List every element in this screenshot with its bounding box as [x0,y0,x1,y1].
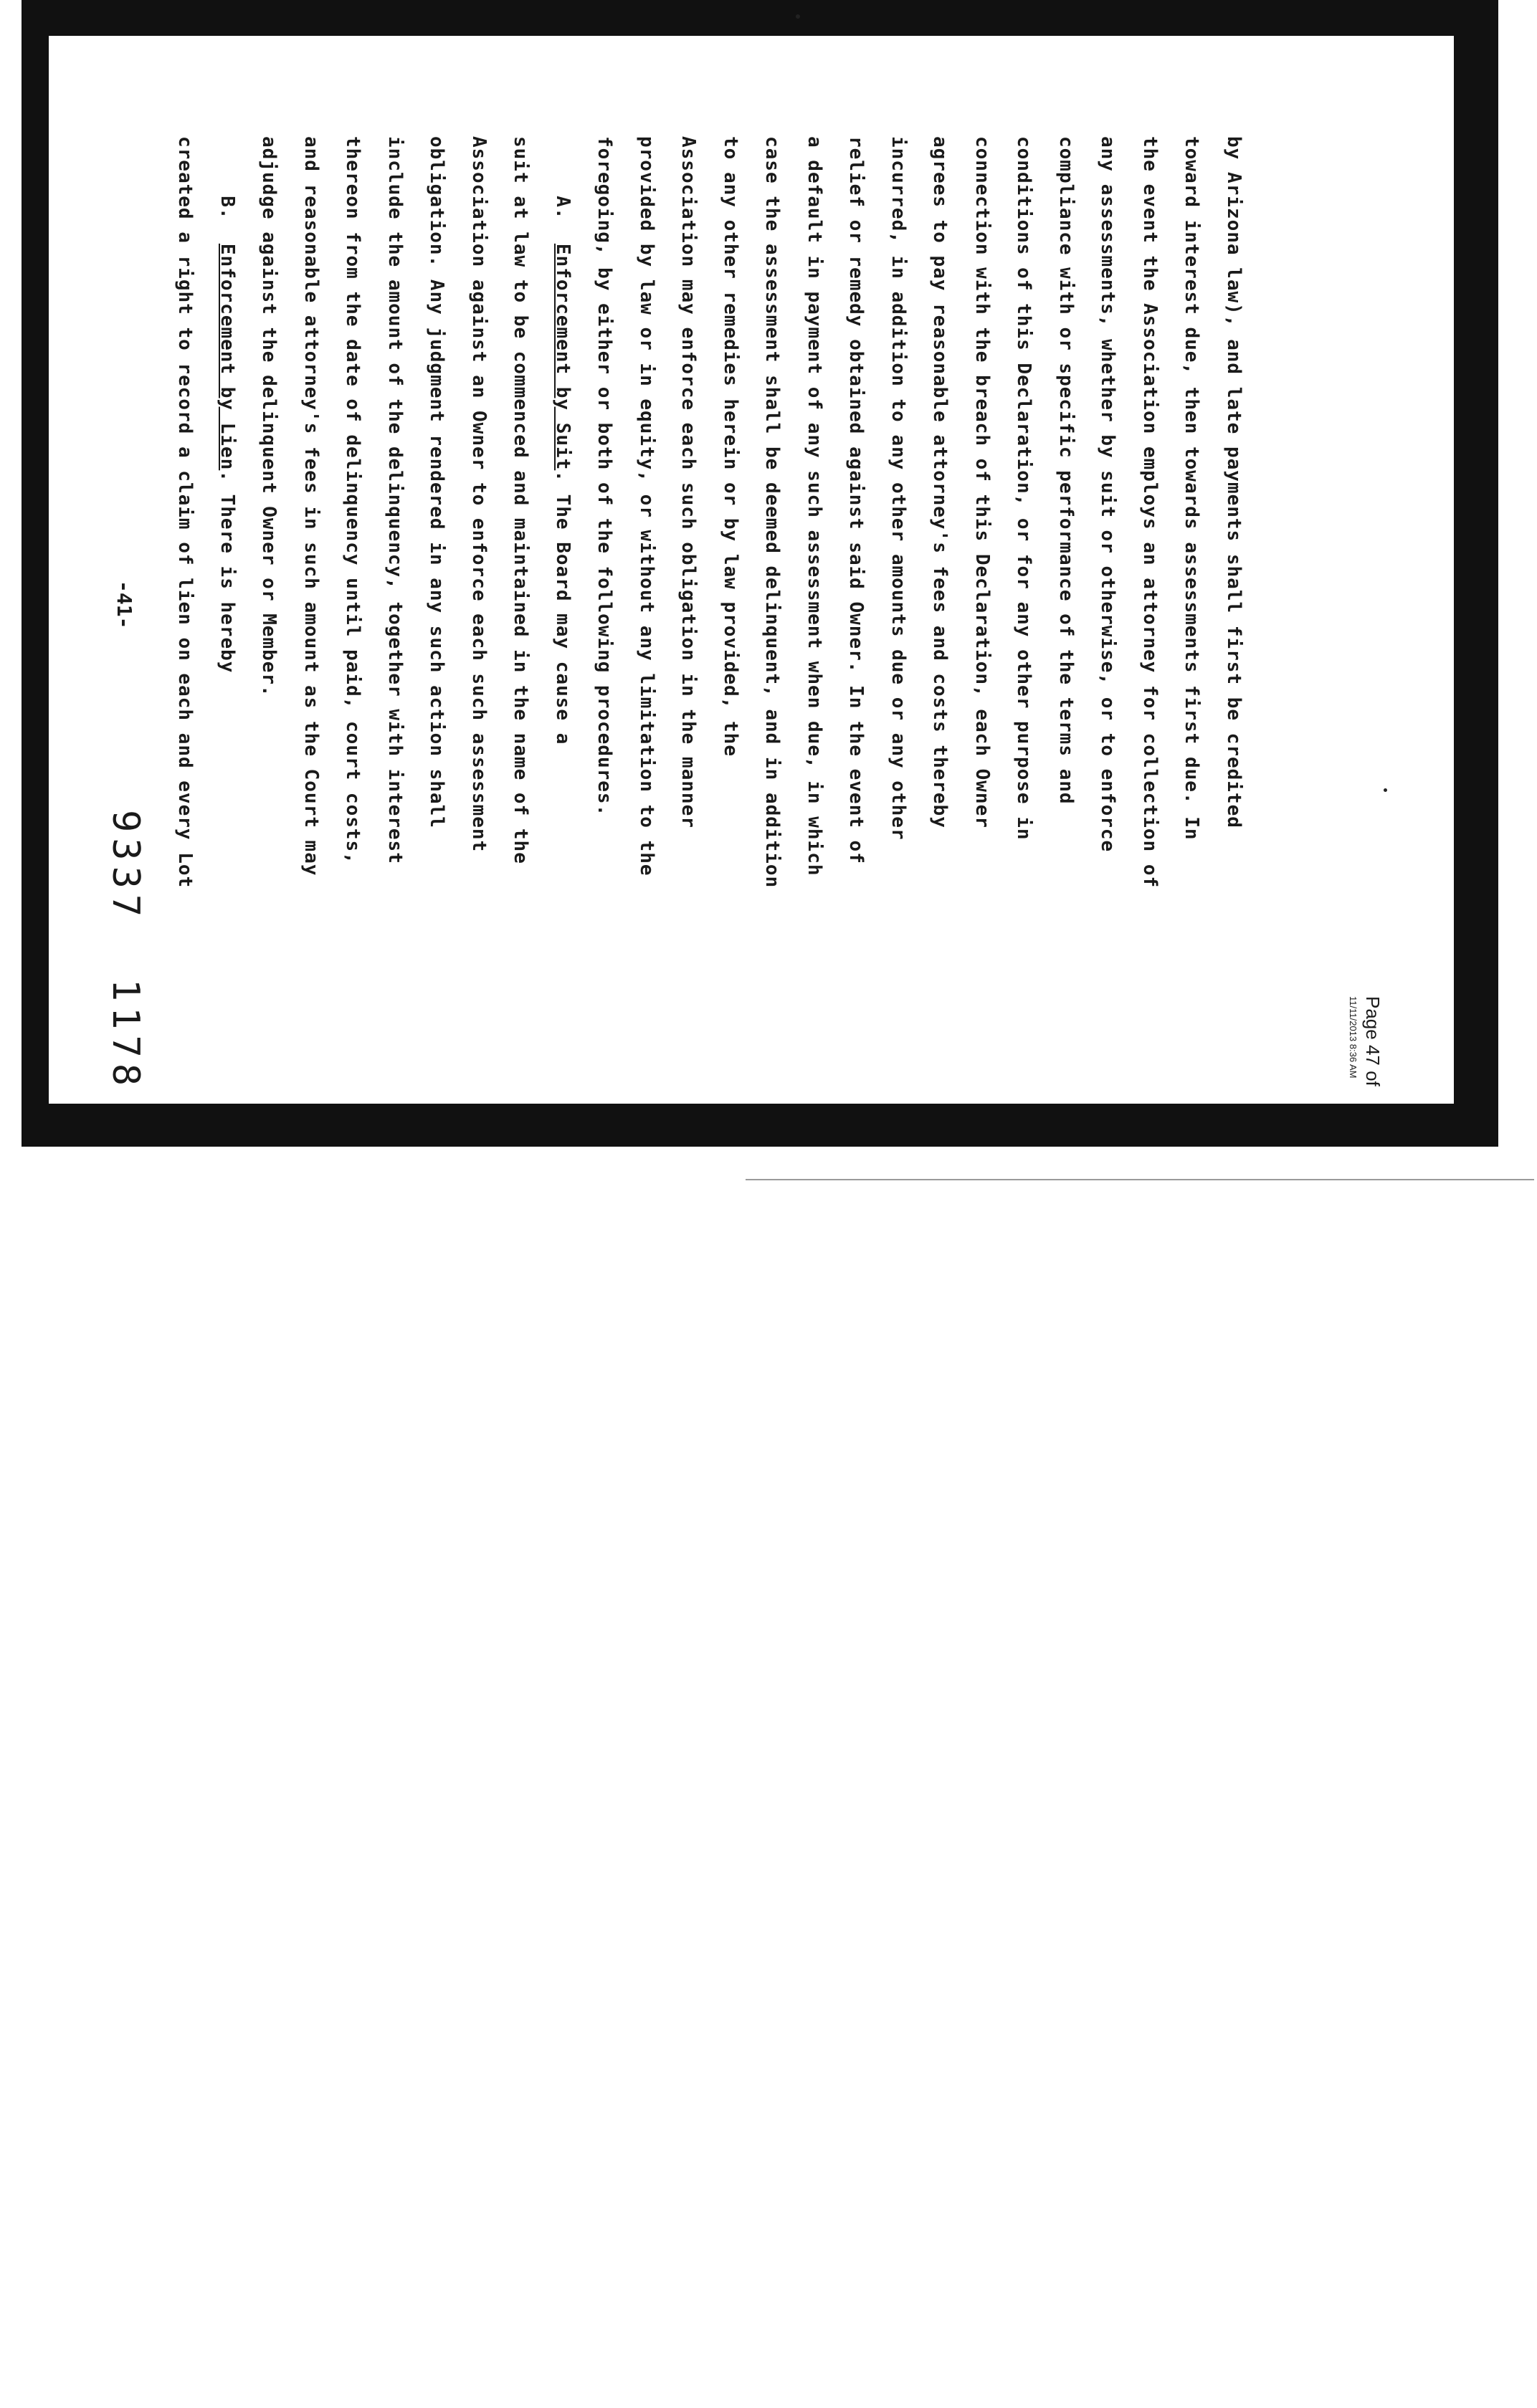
section-b-prefix: B. [216,136,238,244]
recording-number: 9337 1178 [104,810,147,1092]
text-line: foregoing, by either or both of the following procedures. [594,136,616,817]
section-a-rest: . The Board may cause a [552,470,574,745]
scan-speck [1384,788,1387,792]
text-line: incurred, in addition to any other amounts due or any other [888,136,909,841]
section-a-first-line [542,136,584,1089]
scan-edge-line [746,1179,1534,1180]
text-line: by Arizona law), and late payments shall first be credited [1223,136,1245,828]
text-line: conditions of this Declaration, or for any other purpose in [1013,136,1035,841]
text-line: provided by law or in equity, or without any limitation to the [636,136,657,876]
text-line: relief or remedy obtained against said Owner. In the event of [845,136,867,864]
text-line: to any other remedies herein or by law provided, the [720,136,741,757]
text-line: suit at law to be commenced and maintained in the name of the [510,136,532,864]
text-line: a default in payment of any such assessment when due, in which [804,136,825,876]
text-line: compliance with or specific performance of the terms and [1055,136,1077,805]
scan-speck [796,14,800,19]
section-b-heading: Enforcement by Lien [216,243,238,471]
text-line: agrees to pay reasonable attorney's fees and costs thereby [929,136,951,828]
section-a-heading: Enforcement by Suit [552,243,574,471]
page-stamp: Page 47 of [1362,996,1384,1086]
text-line: the event the Association employs an attorney for collection of [1139,136,1161,889]
text-line: adjudge against the delinquent Owner or Member. [258,136,280,697]
text-line: Association may enforce each such obligation in the manner [677,136,700,828]
section-b-first-line [206,136,249,1089]
text-line: thereon from the date of delinquency until paid, court costs, [342,136,364,864]
body-text [164,136,1255,1089]
text-line: obligation. Any judgment rendered in any such action shall [426,136,448,828]
text-line: case the assessment shall be deemed delinquent, and in addition [761,136,784,889]
text-line: created a right to record a claim of lien on each and every Lot [174,136,196,889]
text-line: connection with the breach of this Declaration, each Owner [971,136,993,828]
rotated-page-content [104,136,1255,1092]
text-line: any assessments, whether by suit or otherwise, or to enforce [1097,136,1119,853]
text-line: Association against an Owner to enforce each such assessment [468,136,490,853]
text-line: and reasonable attorney's fees in such amount as the Court may [300,136,322,876]
section-b-rest: . There is hereby [216,470,238,674]
text-line: toward interest due, then towards assessments first due. In [1181,136,1203,841]
page-stamp-date: 11/11/2013 8:36 AM [1348,996,1358,1079]
text-line: include the amount of the delinquency, together with interest [384,136,406,864]
section-a-prefix: A. [552,136,574,244]
page-folio: -41- [113,580,136,629]
